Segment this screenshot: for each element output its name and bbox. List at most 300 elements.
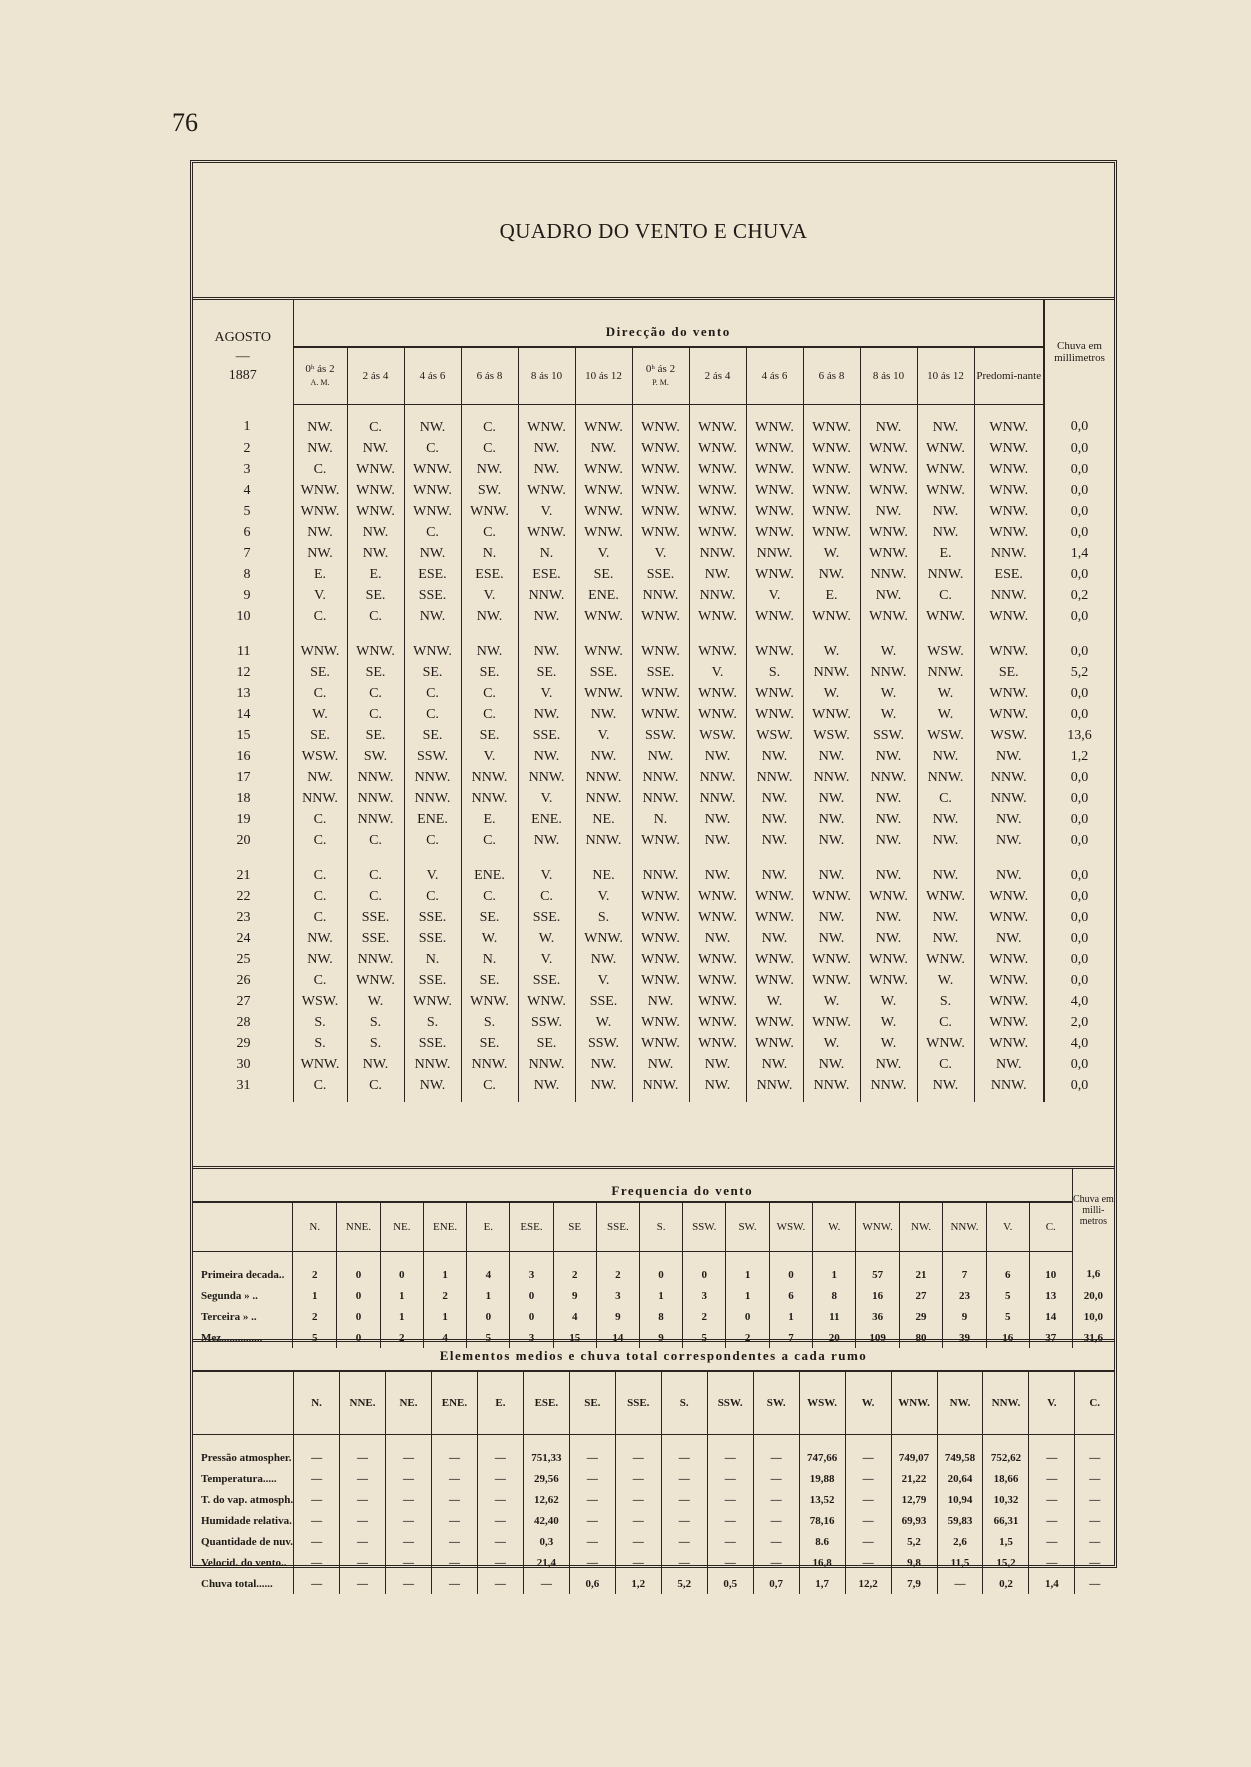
- spacer-cell: [461, 851, 518, 865]
- direction-cell: C.: [461, 886, 518, 907]
- direction-cell: NNW.: [404, 767, 461, 788]
- direction-cell: SSE.: [404, 1033, 461, 1054]
- direction-cell: WNW.: [632, 606, 689, 627]
- direction-cell: NNW.: [632, 1075, 689, 1102]
- direction-cell: V.: [518, 683, 575, 704]
- elements-cell: —: [431, 1468, 477, 1489]
- frequency-cell: 27: [899, 1285, 942, 1306]
- direction-cell: WNW.: [518, 522, 575, 543]
- period-label: 0ʰ ás 2: [645, 363, 676, 375]
- direction-cell: WNW.: [689, 459, 746, 480]
- direction-cell: SSE.: [518, 907, 575, 928]
- direction-cell: NNW.: [746, 1075, 803, 1102]
- elements-cell: 0,3: [523, 1531, 569, 1552]
- spacer-cell: [347, 627, 404, 641]
- elements-cell: —: [1075, 1489, 1114, 1510]
- direction-cell: NNW.: [347, 788, 404, 809]
- frequency-cell: 9: [943, 1306, 987, 1327]
- elements-cell: —: [661, 1468, 707, 1489]
- direction-cell: WNW.: [632, 886, 689, 907]
- frequency-cell: 0: [337, 1327, 380, 1348]
- direction-cell: W.: [860, 641, 917, 662]
- direction-cell: WNW.: [917, 438, 974, 459]
- direction-cell: NW.: [347, 438, 404, 459]
- elements-cell: —: [845, 1510, 891, 1531]
- elements-cell: —: [294, 1573, 340, 1594]
- direction-cell: WNW.: [632, 480, 689, 501]
- direction-cell: NW.: [689, 564, 746, 585]
- direction-cell: ESE.: [404, 564, 461, 585]
- direction-cell: WNW.: [689, 522, 746, 543]
- elements-cell: —: [615, 1531, 661, 1552]
- frequency-cell: 3: [510, 1327, 553, 1348]
- frequency-cell: 29: [899, 1306, 942, 1327]
- elements-column-header: V.: [1029, 1371, 1075, 1435]
- elements-cell: —: [386, 1531, 432, 1552]
- frequency-column-header: NNW.: [943, 1202, 987, 1252]
- elements-cell: —: [431, 1435, 477, 1469]
- frequency-column-header: ESE.: [510, 1202, 553, 1252]
- table-row: [193, 1531, 1114, 1552]
- direction-cell: SE.: [461, 1033, 518, 1054]
- direction-cell: SSE.: [404, 907, 461, 928]
- table-row: [193, 1054, 1114, 1075]
- table-row: [193, 970, 1114, 991]
- rain-cell: 0,0: [1044, 886, 1114, 907]
- rain-cell: 0,0: [1044, 641, 1114, 662]
- direction-cell: WNW.: [974, 683, 1044, 704]
- frequency-cell: 0: [769, 1252, 813, 1286]
- frequency-cell: 16: [856, 1285, 900, 1306]
- elements-cell: 11,5: [937, 1552, 983, 1573]
- frequency-cell: 0: [380, 1252, 423, 1286]
- rain-cell: 1,2: [1044, 746, 1114, 767]
- direction-cell: NW.: [575, 438, 632, 459]
- rain-cell: 4,0: [1044, 1033, 1114, 1054]
- day-cell: 7: [193, 543, 293, 564]
- elements-cell: —: [386, 1468, 432, 1489]
- direction-cell: WNW.: [860, 480, 917, 501]
- decade-spacer: [193, 851, 1114, 865]
- frequency-column-header: W.: [813, 1202, 856, 1252]
- direction-cell: NW.: [803, 1054, 860, 1075]
- elements-cell: —: [707, 1468, 753, 1489]
- frequency-cell: 80: [899, 1327, 942, 1348]
- rain-cell: 2,0: [1044, 1012, 1114, 1033]
- direction-cell: NW.: [860, 1054, 917, 1075]
- day-cell: 13: [193, 683, 293, 704]
- elements-cell: —: [294, 1468, 340, 1489]
- direction-cell: N.: [518, 543, 575, 564]
- spacer-cell: [193, 627, 293, 641]
- frequency-cell: 3: [510, 1252, 553, 1286]
- frequency-cell: 39: [943, 1327, 987, 1348]
- spacer-cell: [860, 627, 917, 641]
- row-label: Segunda » ..: [201, 1289, 258, 1302]
- direction-cell: WNW.: [803, 438, 860, 459]
- frequency-cell: 23: [943, 1285, 987, 1306]
- frequency-cell: 8: [640, 1306, 683, 1327]
- period-header: [746, 347, 803, 405]
- elements-cell: —: [294, 1531, 340, 1552]
- table-row: [193, 641, 1114, 662]
- direction-cell: S.: [917, 991, 974, 1012]
- elements-column-header: W.: [845, 1371, 891, 1435]
- direction-cell: ESE.: [974, 564, 1044, 585]
- direction-cell: S.: [293, 1033, 347, 1054]
- day-cell: 21: [193, 865, 293, 886]
- elements-cell: —: [569, 1435, 615, 1469]
- direction-cell: C.: [461, 683, 518, 704]
- direction-cell: ENE.: [518, 809, 575, 830]
- direction-cell: WNW.: [461, 991, 518, 1012]
- direction-cell: C.: [461, 438, 518, 459]
- elements-cell: —: [753, 1489, 799, 1510]
- period-header: [347, 347, 404, 405]
- direction-cell: V.: [518, 865, 575, 886]
- direction-cell: NW.: [917, 746, 974, 767]
- period-label: 0ʰ ás 2: [305, 363, 335, 375]
- direction-cell: C.: [347, 886, 404, 907]
- direction-cell: SSW.: [518, 1012, 575, 1033]
- elements-cell: —: [386, 1435, 432, 1469]
- elements-cell: —: [707, 1552, 753, 1573]
- direction-cell: V.: [293, 585, 347, 606]
- elements-cell: 0,2: [983, 1573, 1029, 1594]
- elements-cell: —: [753, 1510, 799, 1531]
- direction-cell: WNW.: [917, 606, 974, 627]
- direction-cell: C.: [917, 1012, 974, 1033]
- frequency-cell: 0: [467, 1306, 510, 1327]
- direction-cell: NW.: [974, 928, 1044, 949]
- row-label: Pressão atmospher.: [201, 1451, 292, 1464]
- direction-cell: W.: [917, 704, 974, 725]
- direction-cell: NW.: [293, 928, 347, 949]
- direction-cell: WSW.: [803, 725, 860, 746]
- direction-cell: C.: [347, 865, 404, 886]
- period-label: 2 ás 4: [362, 369, 389, 382]
- elements-cell: —: [1075, 1468, 1114, 1489]
- frequency-cell: 0: [726, 1306, 769, 1327]
- direction-cell: NNW.: [293, 788, 347, 809]
- frequency-column-header: SSE.: [596, 1202, 639, 1252]
- year-label: 1887: [228, 368, 257, 383]
- direction-cell: C.: [404, 830, 461, 851]
- direction-cell: V.: [518, 788, 575, 809]
- direction-cell: NW.: [803, 746, 860, 767]
- row-label: T. do vap. atmosph.: [201, 1493, 294, 1506]
- direction-cell: C.: [917, 585, 974, 606]
- direction-cell: WSW.: [974, 725, 1044, 746]
- frequency-cell: 1: [423, 1306, 466, 1327]
- direction-cell: E.: [293, 564, 347, 585]
- day-cell: 24: [193, 928, 293, 949]
- elements-cell: 69,93: [891, 1510, 937, 1531]
- elements-cell: —: [615, 1510, 661, 1531]
- frequency-column-header: N.: [293, 1202, 337, 1252]
- elements-cell: —: [845, 1435, 891, 1469]
- elements-cell: —: [661, 1435, 707, 1469]
- day-cell: 18: [193, 788, 293, 809]
- table-row: [193, 459, 1114, 480]
- spacer-cell: [293, 627, 347, 641]
- frequency-cell: 0: [510, 1306, 553, 1327]
- direction-cell: NW.: [746, 928, 803, 949]
- direction-cell: NW.: [518, 704, 575, 725]
- direction-cell: NW.: [575, 704, 632, 725]
- frequency-column-header: WNW.: [856, 1202, 900, 1252]
- direction-cell: NW.: [461, 459, 518, 480]
- period-header: [632, 347, 689, 405]
- elements-cell: —: [477, 1435, 523, 1469]
- rain-cell: 0,0: [1044, 970, 1114, 991]
- rain-cell: 0,0: [1044, 788, 1114, 809]
- elements-cell: 16,8: [799, 1552, 845, 1573]
- direction-cell: C.: [461, 405, 518, 439]
- frequency-column-header: NW.: [899, 1202, 942, 1252]
- direction-cell: WNW.: [632, 438, 689, 459]
- elements-cell: —: [615, 1552, 661, 1573]
- direction-cell: WNW.: [746, 907, 803, 928]
- direction-cell: WNW.: [689, 438, 746, 459]
- direction-cell: NNW.: [347, 809, 404, 830]
- direction-cell: NNW.: [518, 767, 575, 788]
- table-row: [193, 949, 1114, 970]
- table-row: [193, 683, 1114, 704]
- elements-cell: —: [340, 1435, 386, 1469]
- direction-cell: NNW.: [803, 662, 860, 683]
- direction-cell: WNW.: [461, 501, 518, 522]
- frequency-column-header: SSW.: [683, 1202, 726, 1252]
- elements-cell: —: [340, 1489, 386, 1510]
- direction-cell: SE.: [461, 970, 518, 991]
- spacer-cell: [860, 851, 917, 865]
- direction-cell: NW.: [860, 865, 917, 886]
- elements-column-header: ENE.: [431, 1371, 477, 1435]
- rain-cell: 10,0: [1072, 1306, 1114, 1327]
- direction-cell: WNW.: [746, 1033, 803, 1054]
- elements-cell: —: [615, 1435, 661, 1469]
- direction-cell: C.: [917, 1054, 974, 1075]
- direction-cell: WNW.: [974, 438, 1044, 459]
- direction-cell: WNW.: [974, 405, 1044, 439]
- frequency-cell: 0: [337, 1285, 380, 1306]
- direction-cell: WNW.: [575, 501, 632, 522]
- direction-cell: W.: [803, 543, 860, 564]
- direction-cell: V.: [575, 970, 632, 991]
- elements-cell: —: [707, 1435, 753, 1469]
- rain-cell: 1,4: [1044, 543, 1114, 564]
- direction-cell: W.: [860, 704, 917, 725]
- direction-cell: WNW.: [293, 1054, 347, 1075]
- elements-cell: —: [340, 1573, 386, 1594]
- direction-cell: WNW.: [575, 928, 632, 949]
- frequency-cell: 3: [596, 1285, 639, 1306]
- elements-cell: —: [753, 1531, 799, 1552]
- direction-cell: SSE.: [518, 725, 575, 746]
- elements-cell: 0,7: [753, 1573, 799, 1594]
- day-cell: 6: [193, 522, 293, 543]
- direction-cell: NW.: [404, 405, 461, 439]
- direction-cell: WNW.: [803, 704, 860, 725]
- direction-cell: V.: [461, 585, 518, 606]
- direction-cell: NNW.: [974, 788, 1044, 809]
- direction-cell: WNW.: [632, 683, 689, 704]
- direction-cell: NNW.: [860, 767, 917, 788]
- direction-cell: NW.: [917, 907, 974, 928]
- day-cell: 30: [193, 1054, 293, 1075]
- direction-cell: S.: [404, 1012, 461, 1033]
- spacer-cell: [347, 851, 404, 865]
- direction-cell: WNW.: [689, 704, 746, 725]
- elements-cell: —: [340, 1468, 386, 1489]
- direction-cell: NW.: [575, 746, 632, 767]
- direction-cell: SSE.: [575, 662, 632, 683]
- elements-cell: —: [707, 1531, 753, 1552]
- direction-cell: SSE.: [575, 991, 632, 1012]
- direction-cell: C.: [404, 438, 461, 459]
- direction-cell: WNW.: [917, 459, 974, 480]
- wind-frequency-table: [193, 1166, 1114, 1348]
- frequency-cell: 14: [596, 1327, 639, 1348]
- elements-cell: —: [661, 1552, 707, 1573]
- period-header: [518, 347, 575, 405]
- direction-cell: WNW.: [293, 480, 347, 501]
- page-number: 76: [172, 108, 198, 137]
- direction-cell: WNW.: [404, 459, 461, 480]
- direction-cell: C.: [461, 704, 518, 725]
- elements-cell: —: [661, 1510, 707, 1531]
- direction-cell: SE.: [404, 662, 461, 683]
- direction-cell: NW.: [860, 928, 917, 949]
- direction-cell: NNW.: [917, 662, 974, 683]
- direction-cell: WNW.: [974, 501, 1044, 522]
- day-cell: 22: [193, 886, 293, 907]
- direction-cell: NW.: [860, 405, 917, 439]
- table-row: [193, 830, 1114, 851]
- elements-cell: —: [431, 1489, 477, 1510]
- direction-cell: WNW.: [974, 970, 1044, 991]
- elements-cell: —: [569, 1531, 615, 1552]
- spacer-cell: [193, 851, 293, 865]
- direction-cell: C.: [293, 1075, 347, 1102]
- frequency-cell: 5: [986, 1306, 1029, 1327]
- direction-cell: WNW.: [689, 683, 746, 704]
- direction-cell: W.: [293, 704, 347, 725]
- direction-cell: SSE.: [404, 928, 461, 949]
- direction-cell: SSE.: [347, 928, 404, 949]
- direction-cell: WNW.: [746, 886, 803, 907]
- elements-cell: —: [845, 1489, 891, 1510]
- direction-cell: C.: [293, 830, 347, 851]
- elements-cell: —: [845, 1531, 891, 1552]
- direction-cell: WNW.: [803, 405, 860, 439]
- direction-cell: WSW.: [917, 725, 974, 746]
- period-label: 6 ás 8: [818, 369, 845, 382]
- elements-cell: —: [477, 1531, 523, 1552]
- direction-cell: WNW.: [974, 1012, 1044, 1033]
- frequency-cell: 3: [683, 1285, 726, 1306]
- direction-cell: SE.: [293, 725, 347, 746]
- direction-cell: NW.: [404, 606, 461, 627]
- elements-column-header: WSW.: [799, 1371, 845, 1435]
- elements-cell: 749,58: [937, 1435, 983, 1469]
- day-cell: 1: [193, 405, 293, 439]
- direction-cell: NW.: [293, 949, 347, 970]
- spacer-cell: [518, 627, 575, 641]
- direction-cell: WNW.: [689, 991, 746, 1012]
- elements-cell: 15,2: [983, 1552, 1029, 1573]
- direction-cell: SE.: [575, 564, 632, 585]
- frequency-cell: 10: [1029, 1252, 1072, 1286]
- month-header: AGOSTO — 1887: [193, 300, 293, 405]
- elements-column-header: S.: [661, 1371, 707, 1435]
- elements-cell: 747,66: [799, 1435, 845, 1469]
- month-label: AGOSTO: [214, 330, 272, 345]
- frequency-cell: 2: [380, 1327, 423, 1348]
- direction-cell: NNW.: [860, 662, 917, 683]
- elements-cell: 18,66: [983, 1468, 1029, 1489]
- spacer-cell: [1044, 627, 1114, 641]
- elements-cell: 21,22: [891, 1468, 937, 1489]
- spacer-cell: [404, 851, 461, 865]
- elements-cell: 9,8: [891, 1552, 937, 1573]
- direction-cell: WNW.: [860, 438, 917, 459]
- frequency-cell: 5: [986, 1285, 1029, 1306]
- frequency-cell: 1: [726, 1252, 769, 1286]
- direction-cell: V.: [689, 662, 746, 683]
- elements-cell: —: [294, 1435, 340, 1469]
- frequency-cell: 0: [337, 1252, 380, 1286]
- direction-cell: W.: [803, 683, 860, 704]
- day-cell: 25: [193, 949, 293, 970]
- direction-cell: V.: [404, 865, 461, 886]
- direction-cell: NW.: [689, 830, 746, 851]
- table-row: [193, 865, 1114, 886]
- direction-cell: C.: [347, 405, 404, 439]
- elements-cell: —: [1029, 1552, 1075, 1573]
- direction-cell: WNW.: [746, 438, 803, 459]
- direction-cell: NW.: [917, 865, 974, 886]
- direction-cell: NW.: [917, 405, 974, 439]
- frequency-cell: 1: [380, 1306, 423, 1327]
- direction-cell: NNW.: [404, 788, 461, 809]
- elements-cell: —: [1075, 1510, 1114, 1531]
- direction-cell: NW.: [803, 788, 860, 809]
- direction-cell: W.: [860, 1012, 917, 1033]
- direction-cell: W.: [518, 928, 575, 949]
- period-header: [461, 347, 518, 405]
- elements-cell: —: [294, 1510, 340, 1531]
- elements-cell: —: [845, 1468, 891, 1489]
- direction-cell: WNW.: [632, 907, 689, 928]
- direction-cell: NW.: [632, 991, 689, 1012]
- row-label: Humidade relativa.: [201, 1514, 292, 1527]
- table-row: [193, 1468, 1114, 1489]
- elements-cell: —: [294, 1552, 340, 1573]
- frequency-column-header: NNE.: [337, 1202, 380, 1252]
- frequency-cell: 1: [640, 1285, 683, 1306]
- direction-cell: ENE.: [404, 809, 461, 830]
- direction-cell: NNW.: [632, 788, 689, 809]
- direction-cell: NE.: [575, 809, 632, 830]
- frequency-cell: 57: [856, 1252, 900, 1286]
- direction-cell: ENE.: [461, 865, 518, 886]
- direction-cell: C.: [461, 1075, 518, 1102]
- direction-cell: NW.: [293, 522, 347, 543]
- decade-spacer: [193, 627, 1114, 641]
- elements-cell: 19,88: [799, 1468, 845, 1489]
